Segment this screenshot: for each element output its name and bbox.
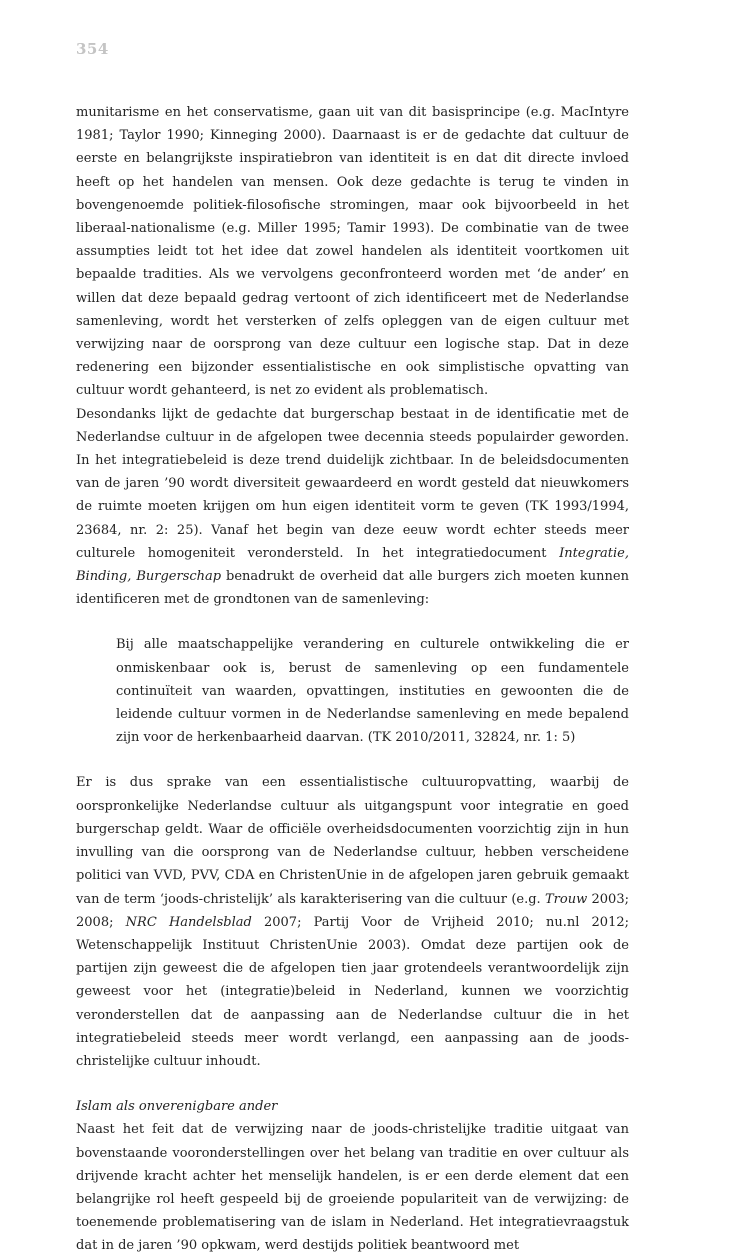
document-title-italic: Integratie, Binding, Burgerschap — [76, 545, 629, 585]
source-trouw-italic: Trouw — [544, 891, 588, 907]
page-body — [76, 101, 629, 1258]
paragraph-2-text-before: Desondanks lijkt de gedachte dat burgerschap bestaat in de identificatie met de Nederlandse cultuur in de afgelopen twee decennia steeds populairder geworden. In het integratiebeleid is deze trend duidelijk zichtbaar. In de beleidsdocumenten van de jaren ’90 wordt diversiteit gewaardeerd en wordt gesteld dat nieuwkomers de ruimte moeten krijgen om hun eigen identiteit vorm te geven (TK 1993/1994, 23684, nr. 2: 25). Vanaf het begin van deze eeuw wordt echter steeds meer culturele homogeniteit verondersteld. In het integratiedocument — [76, 406, 629, 561]
block-quote: Bij alle maatschappelijke verandering en culturele ontwikkeling die er onmiskenbaar ook is, berust de samenleving op een fundamentele continuïteit van waarden, opvattingen, instituties en gewoonten die de leidende cultuur vormen in de Nederlandse samenleving en mede bepalend zijn voor de herkenbaarheid daarvan. (TK 2010/2011, 32824, nr. 1: 5) — [116, 637, 629, 746]
paragraph-2 — [76, 403, 629, 612]
paragraph-3-text-1: Er is dus sprake van een essentialistische cultuuropvatting, waarbij de oorspronkelijke Nederlandse cultuur als uitgangspunt voor integratie en goed burgerschap geldt. Waar de officiële overheidsdocumenten voorzichtig zijn in hun invulling van die oorsprong van de Nederlandse cultuur, hebben verscheidene politici van VVD, PVV, CDA en ChristenUnie in de afgelopen jaren gebruik gemaakt van de term ‘joods-christelijk’ als karakterisering van die cultuur (e.g. — [76, 775, 629, 907]
section-heading: Islam als onverenigbare ander — [76, 1099, 278, 1115]
paragraph-1: munitarisme en het conservatisme, gaan uit van dit basisprincipe (e.g. MacIntyre 1981; Taylor 1990; Kinneging 2000). Daarnaast is er de gedachte dat cultuur de eerste en belangrijkste inspiratiebron van identiteit is en dat dit directe invloed heeft op het handelen van mensen. Ook deze gedachte is terug te vinden in bovengenoemde politiek-filosofische stromingen, maar ook bijvoorbeeld in het liberaal-nationalisme (e.g. Miller 1995; Tamir 1993). De combinatie van de twee assumpties leidt tot het idee dat zowel handelen als identiteit voortkomen uit bepaalde tradities. Als we vervolgens geconfronteerd worden met ‘de ander’ en willen dat deze bepaald gedrag vertoont of zich identificeert met de Nederlandse samenleving, wordt het versterken of zelfs opleggen van de eigen cultuur met verwijzing naar de oorsprong van deze cultuur een logische stap. Dat in deze redenering een bijzonder essentialistische en ook simplistische opvatting van cultuur wordt gehanteerd, is net zo evident als problematisch. — [76, 105, 629, 399]
paragraph-3 — [76, 771, 629, 1073]
paragraph-3-text-3: 2007; Partij Voor de Vrijheid 2010; nu.nl 2012; Wetenschappelijk Instituut ChristenUnie 2003). Omdat deze partijen ook de partijen zijn geweest die de afgelopen tien jaar grotendeels verantwoordelijk zijn geweest voor het (integratie)beleid in Nederland, kunnen we voorzichtig veronderstellen dat de aanpassing aan de Nederlandse cultuur die in het integratiebeleid steeds meer wordt verlangd, een aanpassing aan de joods-christelijke cultuur inhoudt. — [76, 914, 629, 1069]
paragraph-2-text-after: benadrukt de overheid dat alle burgers zich moeten kunnen identificeren met de grondtonen van de samenleving: — [76, 569, 629, 608]
paragraph-4: Naast het feit dat de verwijzing naar de joods-christelijke traditie uitgaat van bovenstaande vooronderstellingen over het belang van traditie en over cultuur als drijvende kracht achter het menselijk handelen, is er een derde element dat een belangrijke rol heeft gespeeld bij de groeiende populariteit van de verwijzing: de toenemende problematisering van de islam in Nederland. Het integratievraagstuk dat in de jaren ’90 opkwam, werd destijds politiek beantwoord met — [76, 1122, 629, 1254]
source-nrc-italic: NRC Handelsblad — [125, 914, 252, 930]
paragraph-3-text-2: 2003; 2008; — [76, 891, 629, 930]
page-number: 354 — [76, 40, 109, 58]
